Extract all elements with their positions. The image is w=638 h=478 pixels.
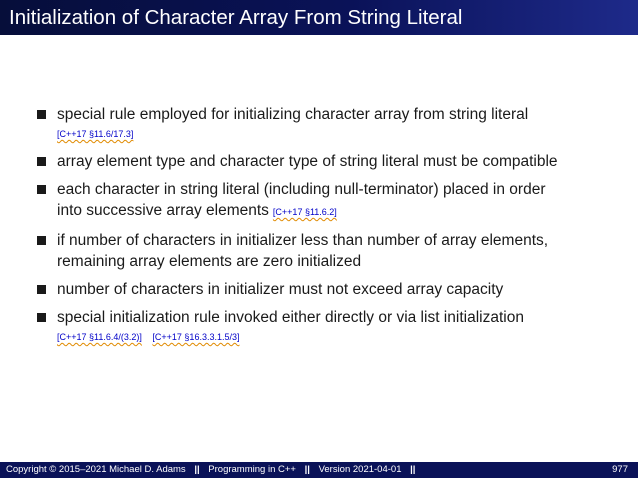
square-bullet-icon bbox=[37, 313, 46, 322]
square-bullet-icon bbox=[37, 110, 46, 119]
bullet-item bbox=[0, 151, 638, 172]
bullet-item bbox=[0, 179, 638, 223]
bullet-item bbox=[0, 230, 638, 272]
bullet-text: array element type and character type of string literal must be compatible bbox=[57, 153, 558, 170]
bullet-item bbox=[0, 279, 638, 300]
footer-separator: || bbox=[304, 464, 310, 475]
bullet-text: special rule employed for initializing character array from string literal bbox=[57, 106, 529, 123]
square-bullet-icon bbox=[37, 285, 46, 294]
footer-version: Version 2021-04-01 bbox=[318, 464, 402, 475]
reference-link[interactable]: [C++17 §11.6.2] bbox=[272, 207, 337, 217]
bullet-text: special initialization rule invoked either directly or via list initialization bbox=[57, 309, 524, 326]
footer-bar bbox=[0, 462, 638, 478]
footer-copyright: Copyright © 2015–2021 Michael D. Adams bbox=[6, 464, 186, 475]
reference-link[interactable]: [C++17 §11.6.4/(3.2)] bbox=[57, 332, 142, 342]
title-bar bbox=[0, 0, 638, 35]
footer-course: Programming in C++ bbox=[208, 464, 296, 475]
reference-line bbox=[57, 128, 622, 141]
square-bullet-icon bbox=[37, 157, 46, 166]
bullet-text: number of characters in initializer must not exceed array capacity bbox=[57, 281, 504, 298]
bullet-item bbox=[0, 307, 638, 344]
bullet-item bbox=[0, 104, 638, 141]
reference-link[interactable]: [C++17 §11.6/17.3] bbox=[57, 129, 134, 139]
square-bullet-icon bbox=[37, 236, 46, 245]
footer-separator: || bbox=[194, 464, 200, 475]
footer-separator: || bbox=[410, 464, 416, 475]
reference-link[interactable]: [C++17 §16.3.3.1.5/3] bbox=[152, 332, 240, 342]
bullet-text: if number of characters in initializer less than number of array elements, remaining array elements are zero initialized bbox=[57, 232, 549, 270]
bullet-text: each character in string literal (including null-terminator) placed in order into successive array elements [C++17 §11.6.2] bbox=[57, 181, 546, 219]
page-number: 977 bbox=[612, 464, 628, 475]
slide-title: Initialization of Character Array From String Literal bbox=[9, 6, 463, 29]
reference-line bbox=[57, 331, 622, 344]
square-bullet-icon bbox=[37, 185, 46, 194]
slide-content bbox=[0, 104, 638, 354]
